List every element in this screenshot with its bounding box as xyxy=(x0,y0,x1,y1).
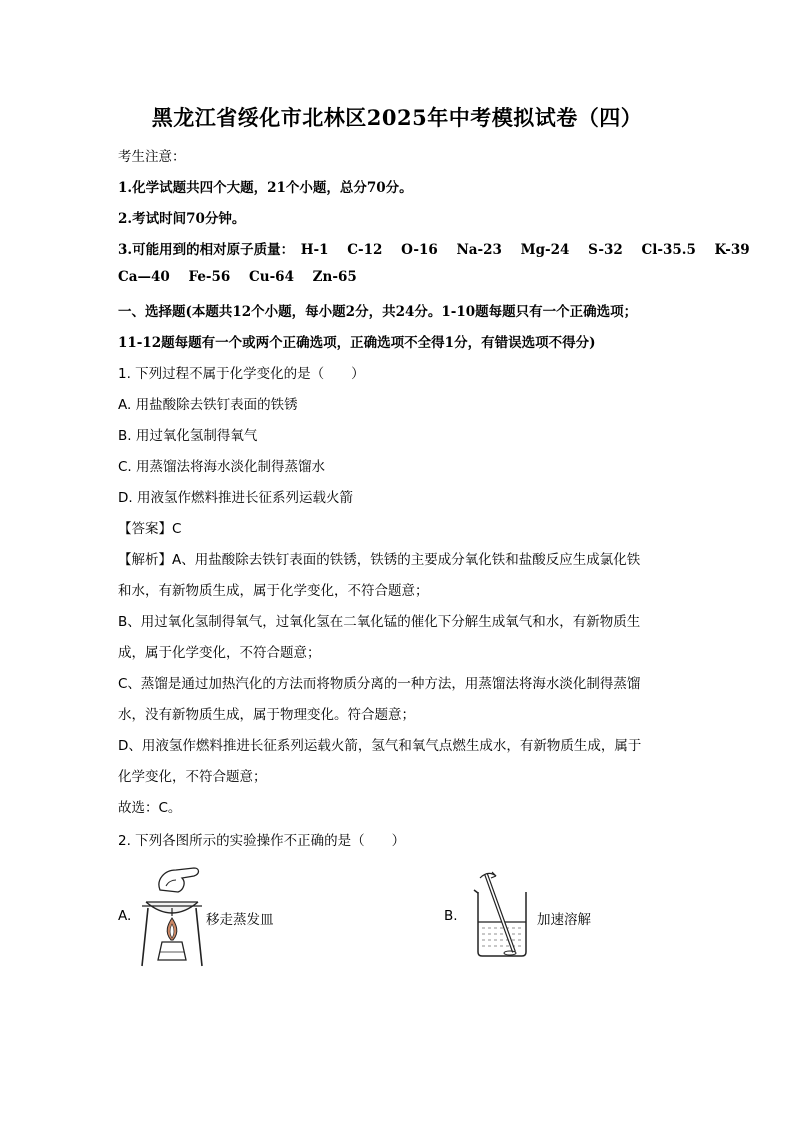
atomic-mass-line-1 xyxy=(118,238,764,258)
atomic-mass-item: Mg-24 xyxy=(520,242,570,258)
q1-option-b: B. 用过氧化氢制得氧气 xyxy=(118,428,258,444)
atomic-mass-label: 3.可能用到的相对原子质量： xyxy=(118,242,295,258)
q1-stem: 1. 下列过程不属于化学变化的是（ ） xyxy=(118,366,365,382)
q1-analysis-line: 【解析】A、用盐酸除去铁钉表面的铁锈，铁锈的主要成分氧化铁和盐酸反应生成氯化铁 xyxy=(118,552,641,568)
q1-analysis-line: 故选：C。 xyxy=(118,800,182,816)
atomic-mass-item: Fe-56 xyxy=(188,269,231,285)
atomic-mass-item: Zn-65 xyxy=(312,269,357,285)
atomic-mass-item: C-12 xyxy=(347,242,383,258)
q1-option-c: C. 用蒸馏法将海水淡化制得蒸馏水 xyxy=(118,459,326,475)
section-heading-line-2: 11-12题每题有一个或两个正确选项，正确选项不全得1分，有错误选项不得分) xyxy=(118,335,596,351)
q1-analysis-line: 成，属于化学变化，不符合题意； xyxy=(118,645,321,661)
q1-option-a: A. 用盐酸除去铁钉表面的铁锈 xyxy=(118,397,298,413)
atomic-mass-item: Ca—40 xyxy=(118,269,170,285)
q2-stem: 2. 下列各图所示的实验操作不正确的是（ ） xyxy=(118,833,406,849)
q1-analysis-line: 化学变化，不符合题意； xyxy=(118,769,267,785)
evaporating-dish-illustration xyxy=(138,862,208,970)
atomic-mass-item: Na-23 xyxy=(456,242,502,258)
q1-analysis-line: D、用液氢作燃料推进长征系列运载火箭，氢气和氧气点燃生成水，有新物质生成，属于 xyxy=(118,738,642,754)
notice-item-1: 1.化学试题共四个大题，21个小题，总分70分。 xyxy=(118,180,413,196)
q2-option-a-caption: 移走蒸发皿 xyxy=(206,912,274,928)
q2-option-b-letter: B. xyxy=(444,908,458,924)
q2-option-b-caption: 加速溶解 xyxy=(537,912,591,928)
atomic-mass-item: O-16 xyxy=(401,242,438,258)
atomic-mass-item: H-1 xyxy=(300,242,329,258)
q1-answer: 【答案】C xyxy=(118,521,182,537)
q1-analysis-line: 水，没有新物质生成，属于物理变化。符合题意； xyxy=(118,707,415,723)
q2-option-a-letter: A. xyxy=(118,908,132,924)
atomic-mass-item: Cu-64 xyxy=(249,269,294,285)
atomic-mass-line-2 xyxy=(118,269,371,285)
atomic-mass-item: Cl-35.5 xyxy=(641,242,696,258)
section-heading-line-1: 一、选择题(本题共12个小题，每小题2分，共24分。1-10题每题只有一个正确选项； xyxy=(118,304,638,320)
beaker-stirring-illustration xyxy=(466,866,538,962)
notice-item-2: 2.考试时间70分钟。 xyxy=(118,211,246,227)
q1-analysis-line: C、蒸馏是通过加热汽化的方法而将物质分离的一种方法，用蒸馏法将海水淡化制得蒸馏 xyxy=(118,676,641,692)
notice-heading: 考生注意： xyxy=(118,149,186,165)
q1-analysis-line: 和水，有新物质生成，属于化学变化，不符合题意； xyxy=(118,583,429,599)
atomic-mass-item: K-39 xyxy=(714,242,750,258)
page-title: 黑龙江省绥化市北林区2025年中考模拟试卷（四） xyxy=(151,105,643,130)
atomic-mass-item: S-32 xyxy=(588,242,623,258)
q1-option-d: D. 用液氢作燃料推进长征系列运载火箭 xyxy=(118,490,353,506)
q1-analysis-line: B、用过氧化氢制得氧气，过氧化氢在二氧化锰的催化下分解生成氧气和水，有新物质生 xyxy=(118,614,641,630)
